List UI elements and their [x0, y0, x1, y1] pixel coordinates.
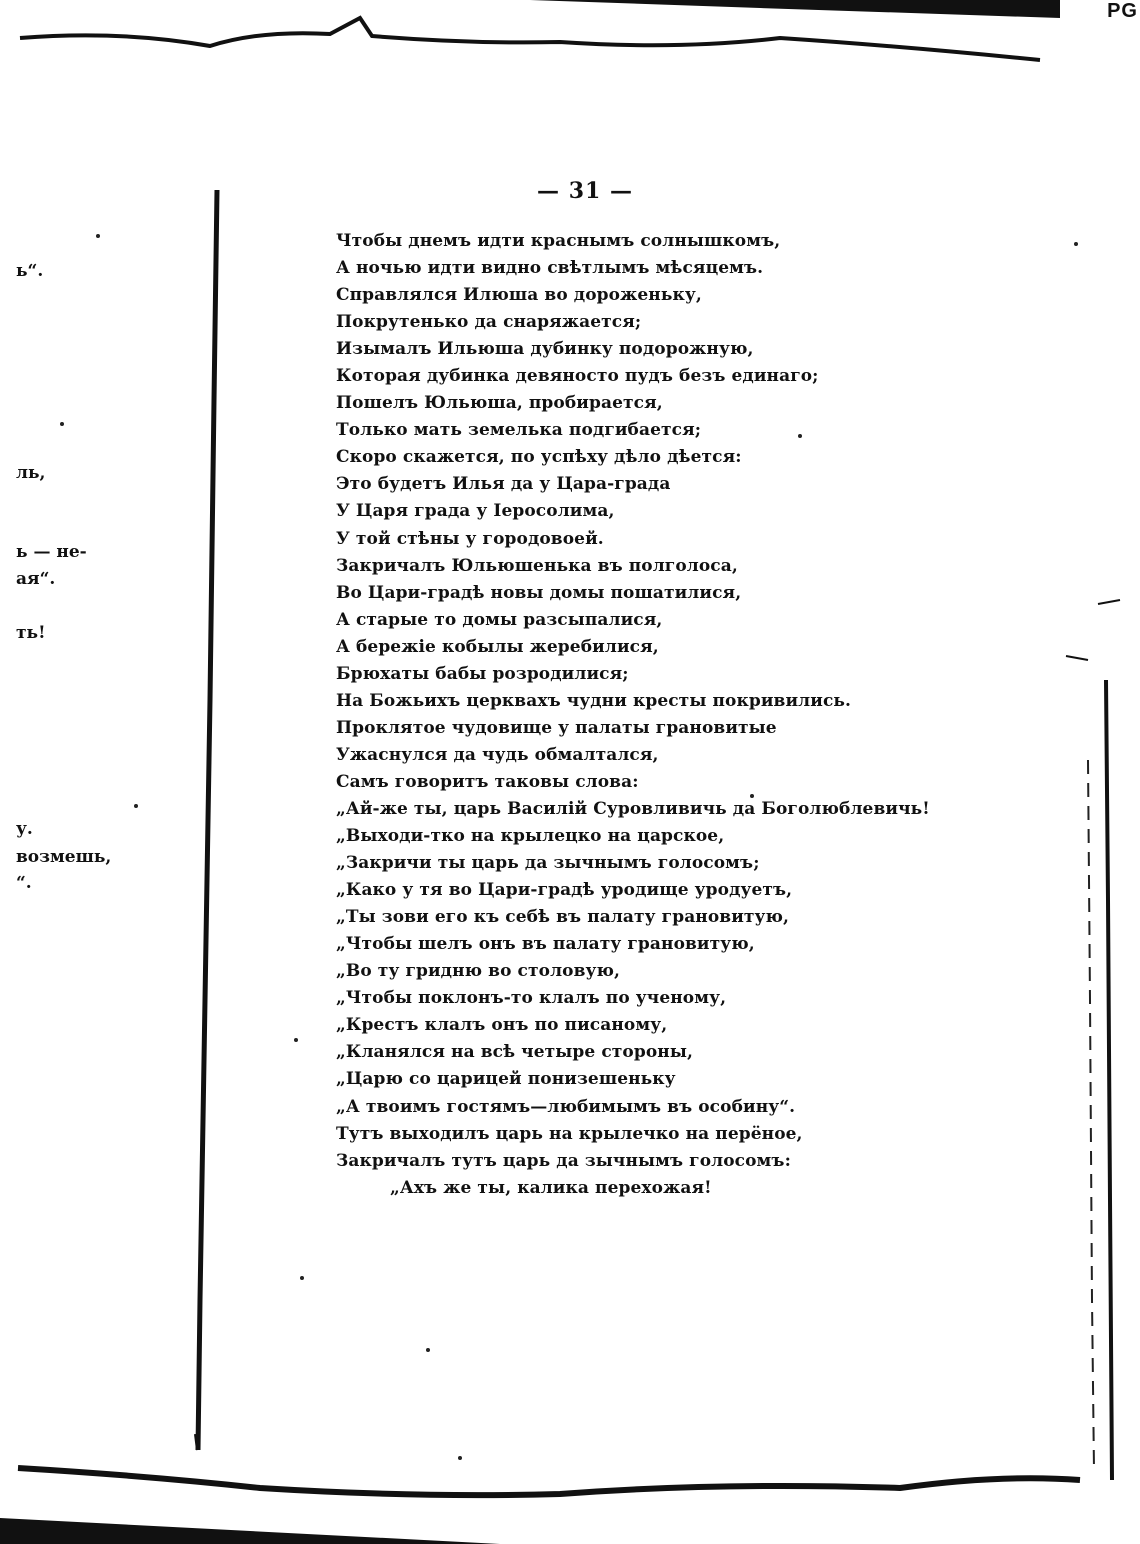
left-fragment: ая“.	[16, 569, 56, 589]
poem-line: Это будетъ Илья да у Цара-града	[336, 474, 671, 495]
poem-line: „Выходи-тко на крылецко на царское,	[336, 826, 725, 847]
poem-line: Тутъ выходилъ царь на крылечко на перёное,	[336, 1123, 803, 1144]
poem-line: „А твоимъ гостямъ—любимымъ въ особину“.	[336, 1096, 796, 1117]
poem-line: „Ай-же ты, царь Василій Суровливичь да Боголюблевичь!	[336, 798, 930, 819]
poem-line: „Закричи ты царь да зычнымъ голосомъ;	[336, 853, 760, 874]
poem-line: А старые то домы разсыпалися,	[336, 609, 663, 630]
poem-line: На Божьихъ церквахъ чудни кресты покривились.	[336, 690, 852, 711]
poem-line: Проклятое чудовище у палаты грановитые	[336, 717, 777, 738]
left-fragment: “.	[16, 873, 32, 893]
bottom-black-wedge	[0, 1518, 500, 1544]
left-fragment: у.	[16, 819, 33, 839]
poem-line: Только мать земелька подгибается;	[336, 420, 702, 441]
poem-line: Во Цари-градѣ новы домы пошатилися,	[336, 582, 742, 603]
left-fragment: ть!	[16, 623, 46, 643]
poem-line: Закричалъ Юльюшенька въ полголоса,	[336, 555, 738, 576]
poem-text	[336, 228, 1056, 1202]
poem-line: „Чтобы поклонъ-то клалъ по ученому,	[336, 988, 727, 1009]
left-fragment: возмешь,	[16, 847, 112, 867]
poem-line: „Кланялся на всѣ четыре стороны,	[336, 1042, 693, 1063]
poem-line: „Крестъ клалъ онъ по писаному,	[336, 1015, 668, 1036]
poem-line: А ночью идти видно свѣтлымъ мѣсяцемъ.	[336, 258, 764, 279]
left-fragment: ль,	[16, 463, 46, 483]
poem-line: Изымалъ Ильюша дубинку подорожную,	[336, 339, 754, 360]
left-fragment: ь“.	[16, 261, 44, 281]
poem-line: Брюхаты бабы розродилися;	[336, 663, 629, 684]
poem-line: У той стѣны у городовоей.	[336, 528, 604, 549]
poem-line: Закричалъ тутъ царь да зычнымъ голосомъ:	[336, 1150, 791, 1171]
poem-line: „Чтобы шелъ онъ въ палату грановитую,	[336, 934, 755, 955]
poem-line: Ужаснулся да чудь обмалтался,	[336, 744, 659, 765]
poem-line: „Ты зови его къ себѣ въ палату грановитую,	[336, 907, 790, 928]
poem-line: Которая дубинка девяносто пудъ безъ единаго;	[336, 366, 819, 387]
poem-line: „Во ту гридню во столовую,	[336, 961, 621, 982]
poem-line: Справлялся Илюша во дороженьку,	[336, 285, 702, 306]
poem-line: Скоро скажется, по успѣху дѣло дѣется:	[336, 447, 742, 468]
bottom-torn-edge	[18, 1468, 1080, 1495]
left-fragment: ь — не-	[16, 542, 87, 562]
poem-line: Покрутенько да снаряжается;	[336, 312, 642, 333]
page-number: — 31 —	[537, 178, 633, 204]
corner-mark: PG	[1107, 0, 1138, 22]
right-edge-line-2	[1088, 760, 1094, 1470]
poem-line: Пошелъ Юльюша, пробираетcя,	[336, 393, 663, 414]
poem-line: „Царю со царицей понизешеньку	[336, 1069, 676, 1090]
poem-line: Самъ говоритъ таковы слова:	[336, 771, 639, 792]
top-torn-edge	[20, 18, 1040, 60]
poem-line: А бережіе кобылы жеребилися,	[336, 636, 659, 657]
poem-line: „Како у тя во Цари-градѣ уродище уродуетъ,	[336, 880, 793, 901]
top-bar	[530, 0, 1060, 18]
right-edge-line	[1106, 680, 1112, 1480]
gutter-line	[198, 190, 217, 1450]
poem-line: У Царя града у Іеросолима,	[336, 501, 615, 522]
poem-line: Чтобы днемъ идти краснымъ солнышкомъ,	[336, 231, 781, 251]
poem-line: „Ахъ же ты, калика перехожая!	[390, 1177, 712, 1198]
